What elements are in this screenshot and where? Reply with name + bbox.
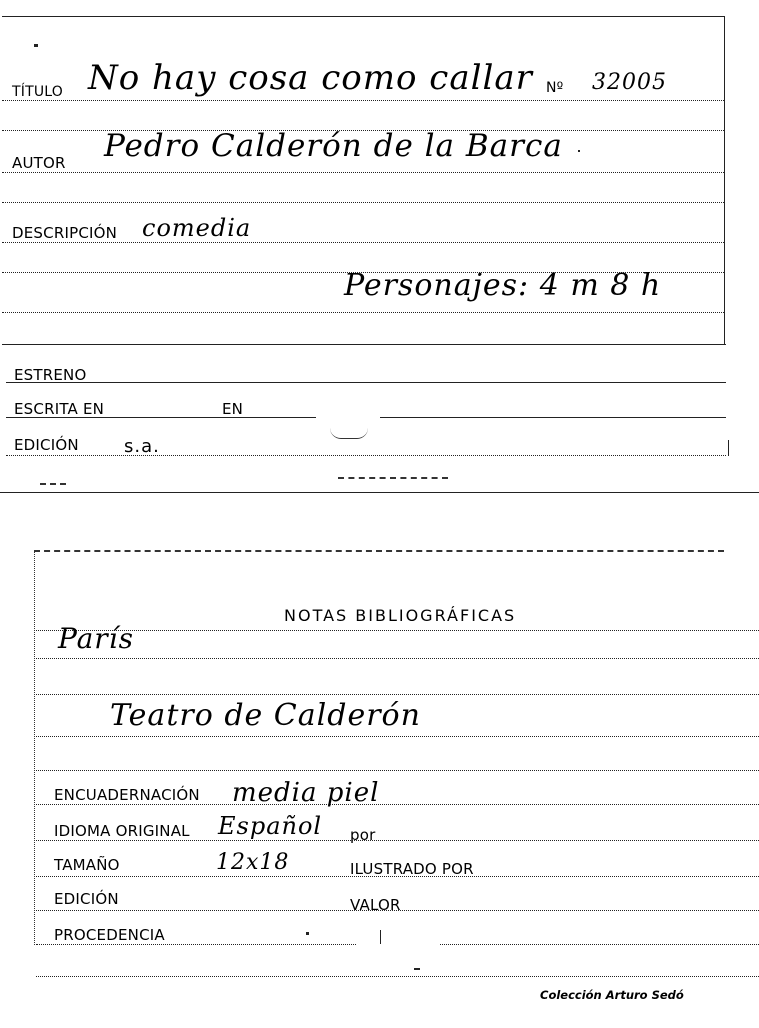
card-top-border xyxy=(2,16,724,17)
note-rule-3 xyxy=(36,736,759,737)
en-label: EN xyxy=(222,400,244,418)
card-bottom-border xyxy=(2,344,726,345)
encuadernacion-value: media piel xyxy=(232,778,380,808)
ink-smudge xyxy=(330,428,368,439)
encuadernacion-label: ENCUADERNACIÓN xyxy=(54,786,200,804)
encuadernacion-rule xyxy=(36,804,759,805)
card-edge-fragment xyxy=(338,477,448,479)
descripcion-label: DESCRIPCIÓN xyxy=(12,224,118,242)
ink-mark xyxy=(380,930,381,944)
procedencia-label: PROCEDENCIA xyxy=(54,926,165,944)
procedencia-rule-left xyxy=(36,944,356,945)
ilustrado-label: ILUSTRADO POR xyxy=(350,860,474,878)
blank-rule xyxy=(2,202,724,203)
numero-label: Nº xyxy=(546,80,564,96)
ink-speck xyxy=(414,968,420,970)
card-right-border xyxy=(724,16,725,344)
page-separator xyxy=(0,492,759,493)
procedencia-rule-right xyxy=(440,944,759,945)
heading-rule xyxy=(36,630,759,631)
escrita-rule-right xyxy=(380,417,726,418)
titulo-rule xyxy=(2,100,724,101)
note-line-2: Teatro de Calderón xyxy=(110,698,421,733)
ink-speck xyxy=(34,44,38,47)
notas-heading: NOTAS BIBLIOGRÁFICAS xyxy=(284,606,517,625)
autor-value: Pedro Calderón de la Barca xyxy=(104,128,563,164)
por-label: por xyxy=(350,826,376,844)
final-rule xyxy=(36,976,759,977)
card-top-border xyxy=(34,550,724,552)
ink-speck xyxy=(306,932,309,935)
personajes-value: Personajes: 4 m 8 h xyxy=(344,268,662,303)
edicion-tick xyxy=(728,440,729,456)
tamano-rule xyxy=(36,876,759,877)
autor-rule xyxy=(2,172,724,173)
estreno-label: ESTRENO xyxy=(14,366,87,384)
note-line-1: París xyxy=(58,622,134,655)
tamano-label: TAMAÑO xyxy=(54,856,120,874)
idioma-label: IDIOMA ORIGINAL xyxy=(54,822,190,840)
escrita-rule-left xyxy=(6,417,316,418)
edicion-rule xyxy=(36,910,759,911)
note-rule-1 xyxy=(36,658,759,659)
edicion-value: s.a. xyxy=(124,436,160,457)
edicion-label: EDICIÓN xyxy=(14,436,79,454)
idioma-rule xyxy=(36,840,759,841)
ink-speck xyxy=(578,150,580,152)
titulo-label: TÍTULO xyxy=(12,84,63,100)
autor-label: AUTOR xyxy=(12,154,66,172)
collection-credit: Colección Arturo Sedó xyxy=(540,988,684,1002)
blank-rule xyxy=(2,312,724,313)
idioma-value: Español xyxy=(218,812,323,840)
edicion-rule xyxy=(6,455,726,456)
descripcion-rule xyxy=(2,242,724,243)
tamano-value: 12x18 xyxy=(216,850,290,875)
escrita-en-label: ESCRITA EN xyxy=(14,400,105,418)
estreno-rule xyxy=(6,382,726,383)
card-left-border xyxy=(34,550,35,945)
card-edge-fragment xyxy=(40,483,66,485)
numero-value: 32005 xyxy=(592,70,667,95)
note-rule-4 xyxy=(36,770,759,771)
note-rule-2 xyxy=(36,694,759,695)
descripcion-value: comedia xyxy=(142,214,252,242)
valor-label: VALOR xyxy=(350,896,401,914)
edicion-label: EDICIÓN xyxy=(54,890,119,908)
titulo-value: No hay cosa como callar xyxy=(88,58,533,98)
